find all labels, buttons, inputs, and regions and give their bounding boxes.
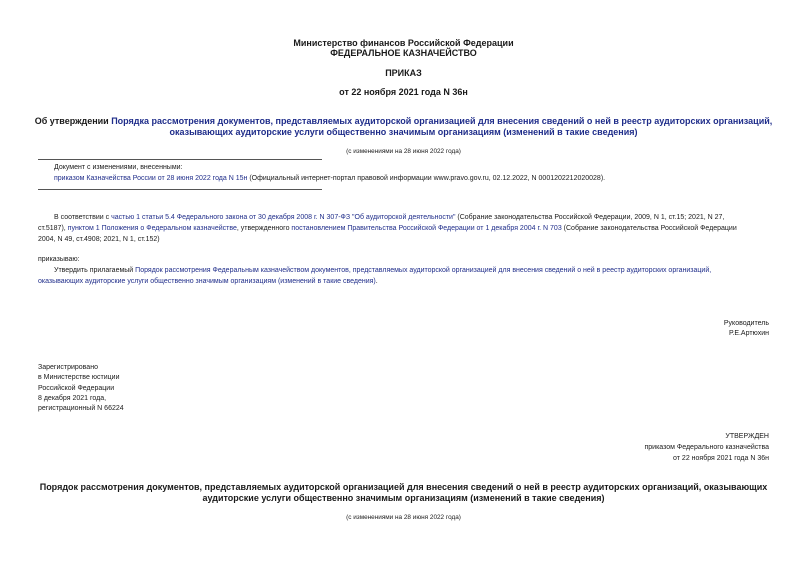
procedure-link-line2[interactable]: оказывающих аудиторские услуги общественно значимым организациям (изменений в такие сведения): [38, 278, 376, 285]
approved-line3: от 22 ноября 2021 года N 36н: [673, 454, 769, 462]
registration-block: [38, 363, 124, 414]
approve-text: Утвердить прилагаемый: [54, 267, 136, 274]
signature-name: Р.Е.Артюхин: [729, 330, 769, 337]
changes-reference-rest: (Официальный интернет-портал правовой информации www.pravo.gov.ru, 02.12.2022, N 0001202212020028).: [247, 175, 606, 182]
document-type: ПРИКАЗ: [385, 68, 422, 78]
amendments-note: (с изменениями на 28 июня 2022 года): [346, 148, 461, 155]
registration-line1: Зарегистрировано: [38, 364, 98, 371]
regulation-link[interactable]: пунктом 1 Положения о Федеральном казначействе: [67, 225, 237, 232]
title-link-line1[interactable]: Порядка рассмотрения документов, представляемых аудиторской организацией для внесения сведений о ней в реестр аудиторских организаций,: [111, 116, 773, 126]
approved-line2: приказом Федерального казначейства: [644, 443, 769, 451]
approve-line1: [54, 267, 711, 274]
decree-link[interactable]: постановлением Правительства Российской Федерации от 1 декабря 2004 г. N 703: [291, 225, 562, 232]
document-title: [0, 116, 807, 126]
divider-top: [38, 159, 322, 160]
title-prefix: Об утверждении: [34, 116, 112, 126]
registration-line3: Российской Федерации: [38, 384, 115, 392]
approved-block: [645, 432, 770, 464]
procedure-title-line1: Порядок рассмотрения документов, представляемых аудиторской организацией для внесения сведений о ней в реестр аудиторских организаций, оказывающих: [39, 482, 768, 492]
registration-line4: 8 декабря 2021 года,: [38, 394, 107, 402]
ministry-name: Министерство финансов Российской Федерации: [293, 38, 514, 48]
title-link-line2[interactable]: оказывающих аудиторские услуги общественно значимым организациям (изменений в такие сведения): [169, 127, 638, 137]
changes-reference: [54, 175, 605, 182]
approve-line2: [38, 278, 378, 285]
preamble-text4: , утвержденного: [236, 225, 292, 232]
registration-line2: в Министерстве юстиции: [38, 374, 120, 382]
preamble-text1: В соответствии с: [54, 214, 112, 221]
preamble-line1: [54, 214, 724, 221]
order-word: приказываю:: [38, 256, 80, 263]
preamble-text3: ст.5187),: [38, 225, 68, 232]
changes-label: Документ с изменениями, внесенными:: [54, 164, 183, 171]
changes-order-link[interactable]: приказом Казначейства России от 28 июня 2022 года N 15н: [54, 175, 248, 182]
procedure-link-line1[interactable]: Порядок рассмотрения Федеральным казначейством документов, представляемых аудиторской организацией для внесения сведений о ней в реестр аудиторских организаций,: [135, 267, 712, 274]
preamble-text5: (Собрание законодательства Российской Федерации: [561, 225, 737, 232]
preamble-line3: 2004, N 49, ст.4908; 2021, N 1, ст.152): [38, 236, 160, 243]
approved-line1: УТВЕРЖДЕН: [725, 433, 769, 440]
preamble-text2: (Собрание законодательства Российской Федерации, 2009, N 1, ст.15; 2021, N 27,: [455, 214, 725, 221]
registration-line5: регистрационный N 66224: [38, 405, 124, 413]
signature-position: Руководитель: [723, 320, 769, 327]
approve-period: .: [375, 278, 378, 285]
divider-bottom: [38, 189, 322, 190]
procedure-title-line2: аудиторские услуги общественно значимым организациям (изменений в такие сведения): [202, 493, 605, 503]
preamble-line2: [38, 225, 737, 232]
document-date: от 22 ноября 2021 года N 36н: [339, 87, 468, 97]
law-link[interactable]: частью 1 статьи 5.4 Федерального закона от 30 декабря 2008 г. N 307-ФЗ "Об аудиторской деятельности": [111, 214, 456, 221]
agency-name: ФЕДЕРАЛЬНОЕ КАЗНАЧЕЙСТВО: [330, 48, 477, 58]
procedure-amendments-note: (с изменениями на 28 июня 2022 года): [346, 514, 461, 521]
document-title-line2: [0, 127, 807, 137]
